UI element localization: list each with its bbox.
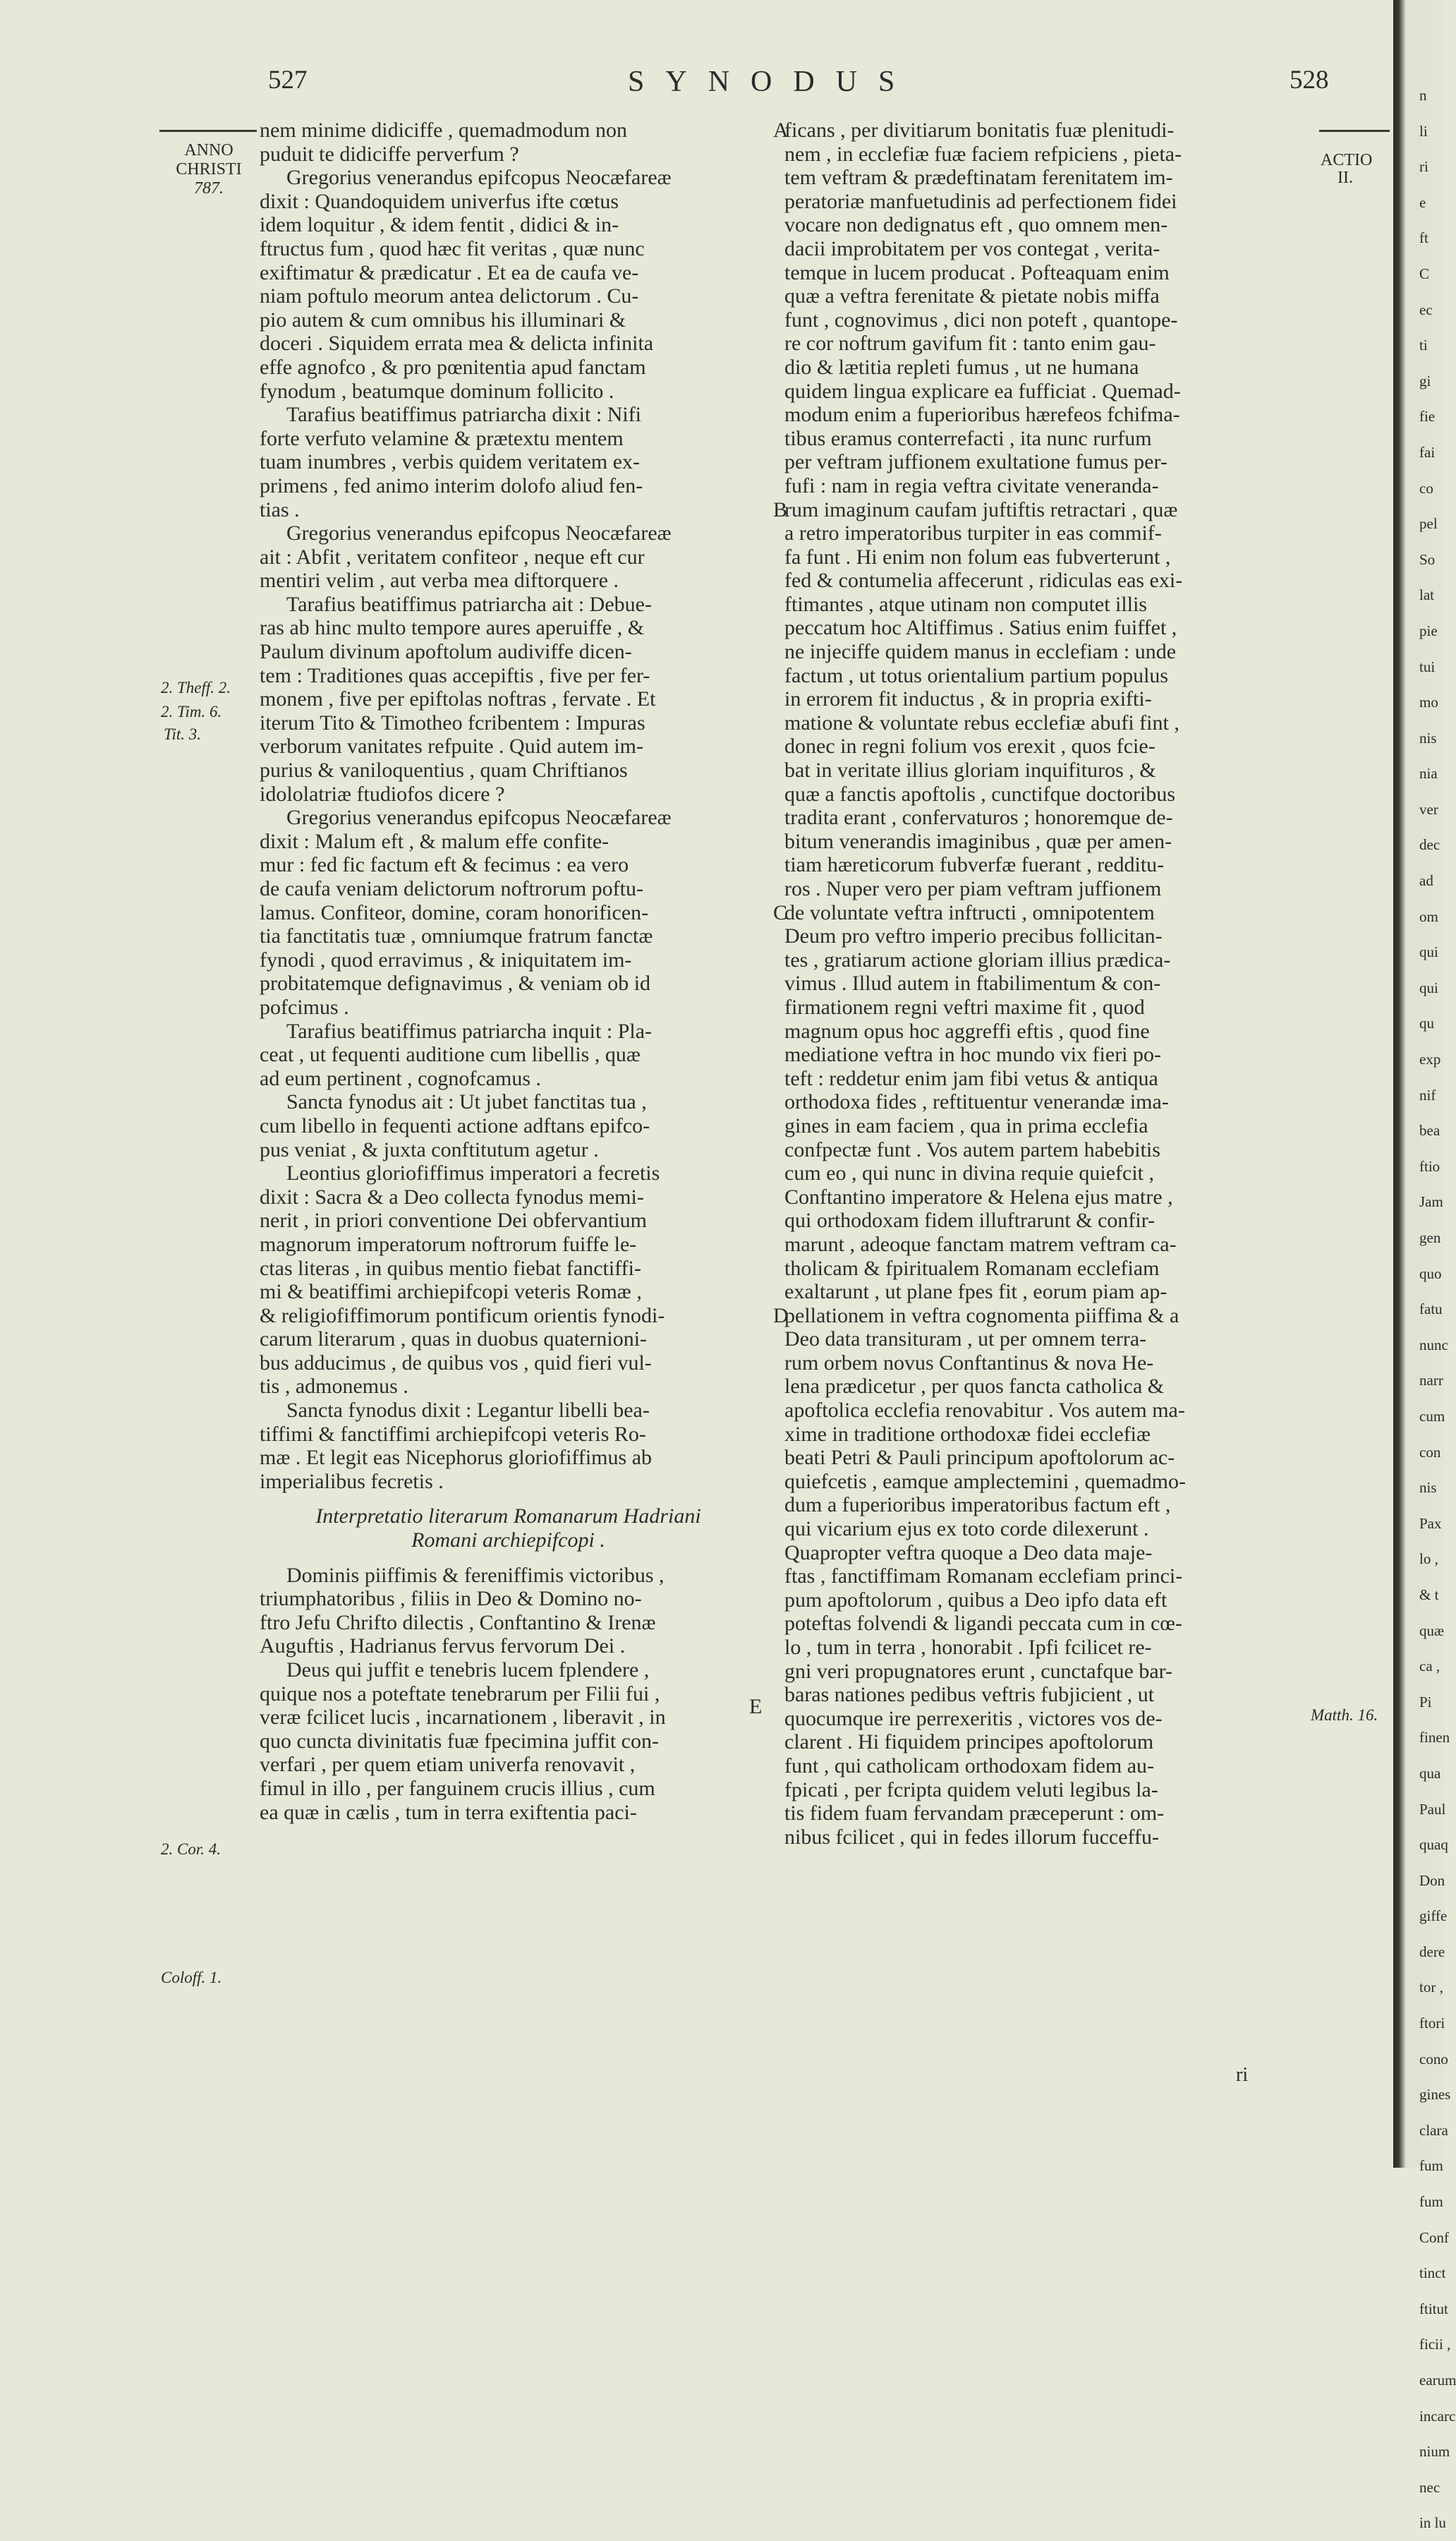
text-line: quo cuncta divinitatis fuæ fpecimina juffit con- <box>260 1729 659 1753</box>
text-line: tuam inumbres , verbis quidem veritatem ex- <box>260 450 641 474</box>
edge-fragment: ri <box>1419 158 1428 176</box>
text-line: tiam hæreticorum fubverfæ fuerant , redditu- <box>784 853 1165 877</box>
text-line: fynodum , beatumque dominum follicito . <box>260 379 614 403</box>
text-line: tradita erant , confervaturos ; honoremque de- <box>784 806 1173 830</box>
text-line: confpectæ funt . Vos autem partem habebitis <box>784 1137 1160 1161</box>
text-line: puduit te didiciffe perverfum ? <box>260 142 519 166</box>
edge-fragment: mo <box>1419 694 1438 711</box>
edge-fragment: ficii , <box>1419 2336 1451 2353</box>
text-line: ficans , per divitiarum bonitatis fuæ plenitudi- <box>784 119 1175 142</box>
text-line: peccatum hoc Altiffimus . Satius enim fuiffet , <box>784 616 1177 640</box>
edge-fragment: nium <box>1419 2443 1450 2461</box>
text-line: nem , in ecclefiæ fuæ faciem refpiciens , pieta- <box>784 142 1182 166</box>
margin-note: 2. Tim. 6. <box>161 703 222 720</box>
text-line: monem , five per epiftolas noftras , fervate . Et <box>260 687 656 711</box>
edge-fragment: cono <box>1419 2050 1448 2068</box>
actio-marker: ACTIO II. <box>1321 151 1373 187</box>
text-line: imperialibus fecretis . <box>260 1469 444 1493</box>
edge-fragment: clara <box>1419 2121 1448 2139</box>
text-line: effe agnofco , & pro pœnitentia apud fanctam <box>260 355 646 379</box>
text-line: dum a fuperioribus imperatoribus factum eft , <box>784 1493 1171 1517</box>
edge-fragment: ver <box>1419 800 1438 818</box>
edge-fragment: ftitut <box>1419 2300 1448 2317</box>
text-line: lena prædicetur , per quos fancta catholica & <box>784 1375 1165 1399</box>
edge-fragment: Pax <box>1419 1514 1442 1532</box>
text-line: mur : fed fic factum eft & fecimus : ea vero <box>260 853 629 877</box>
text-line: ftructus fum , quod hæc fit veritas , quæ nunc <box>260 236 645 260</box>
text-line: pellationem in veftra cognomenta piiffima & a <box>784 1303 1179 1327</box>
text-line: bitum venerandis imaginibus , quæ per amen- <box>784 829 1172 853</box>
text-line: verborum vanitates refpuite . Quid autem im- <box>260 735 643 759</box>
edge-fragment: nif <box>1419 1086 1436 1104</box>
edge-fragment: e <box>1419 193 1426 211</box>
text-line: magnum opus hoc aggreffi eftis , quod fine <box>784 1019 1150 1043</box>
edge-fragment: ad <box>1419 872 1433 890</box>
text-line: fimul in illo , per fanguinem crucis illius , cum <box>260 1776 655 1800</box>
edge-fragment: nia <box>1419 765 1438 783</box>
edge-fragment: nis <box>1419 729 1437 747</box>
text-line: fufi : nam in regia veftra civitate veneranda- <box>784 473 1159 497</box>
text-line: de caufa veniam delictorum noftrorum poftu- <box>260 877 643 900</box>
text-line: Dominis piiffimis & fereniffimis victoribus , <box>286 1563 665 1587</box>
text-line: bat in veritate illius gloriam inquifituros , & <box>784 759 1156 783</box>
text-line: idololatriæ ftudiofos dicere ? <box>260 782 505 806</box>
text-line: in errorem fit inductus , & in propria exifti- <box>784 687 1152 711</box>
edge-fragment: tor , <box>1419 1979 1443 1996</box>
text-line: orthodoxa fides , reftituentur venerandæ ima- <box>784 1090 1169 1114</box>
right-text-column <box>784 119 1303 1849</box>
section-letter: D <box>773 1304 789 1327</box>
edge-fragment: con <box>1419 1443 1441 1461</box>
edge-fragment: Jam <box>1419 1193 1443 1211</box>
text-line: probitatemque defignavimus , & veniam ob id <box>260 972 651 996</box>
edge-fragment: lat <box>1419 586 1434 604</box>
text-line: Tarafius beatiffimus patriarcha dixit : Nifi <box>286 403 642 427</box>
text-line: Paulum divinum apoftolum audiviffe dicen- <box>260 640 632 664</box>
text-line: a retro imperatoribus turpiter in eas commif- <box>784 521 1162 545</box>
left-text-column <box>260 119 757 1824</box>
paragraph-gap <box>260 1493 757 1504</box>
edge-fragment: Paul <box>1419 1800 1446 1818</box>
text-line: Deus qui juffit e tenebris lucem fplendere , <box>286 1658 650 1682</box>
text-line: tis fidem fuam fervandam præceperunt : om- <box>784 1801 1165 1825</box>
text-line: dixit : Malum eft , & malum effe confite- <box>260 829 609 853</box>
text-line: niam poftulo meorum antea delictorum . Cu- <box>260 284 639 308</box>
margin-note: Matth. 16. <box>1311 1706 1378 1724</box>
text-line: pus veniat , & juxta conftitutum agetur . <box>260 1137 599 1161</box>
text-line: exaltarunt , ut plane fpes fit , eorum piam ap- <box>784 1280 1167 1304</box>
text-line: ftro Jefu Chrifto dilectis , Conftantino & Irenæ <box>260 1610 656 1634</box>
edge-fragment: exp <box>1419 1051 1441 1068</box>
text-line: Leontius gloriofiffimus imperatori a fecretis <box>286 1161 660 1185</box>
text-line: beati Petri & Pauli principum apoftolorum ac- <box>784 1446 1175 1470</box>
text-line: de voluntate veftra inftructi , omnipotentem <box>784 900 1155 924</box>
edge-fragment: quo <box>1419 1265 1442 1282</box>
text-line: fpicati , per fcripta quidem veluti legibus la- <box>784 1778 1158 1801</box>
edge-fragment: om <box>1419 907 1438 925</box>
text-line: tis , admonemus . <box>260 1375 408 1399</box>
text-line: quidem lingua explicare ea fufficiat . Quemad- <box>784 379 1181 403</box>
edge-fragment: dec <box>1419 836 1440 854</box>
text-line: lamus. Confiteor, domine, coram honorificen- <box>260 900 649 924</box>
edge-fragment: qui <box>1419 979 1438 996</box>
text-line: Tarafius beatiffimus patriarcha inquit : Pla- <box>286 1019 653 1043</box>
text-line: Deum pro veftro imperio precibus follicitan- <box>784 924 1163 948</box>
text-line: Sancta fynodus ait : Ut jubet fanctitas tua , <box>286 1090 647 1114</box>
text-line: temque in lucem producat . Pofteaquam enim <box>784 260 1170 284</box>
text-line: tholicam & fpiritualem Romanam ecclefiam <box>784 1256 1160 1280</box>
text-line: Interpretatio literarum Romanarum Hadriani <box>315 1504 701 1528</box>
text-line: qui orthodoxam fidem illuftrarunt & confir- <box>784 1209 1155 1233</box>
edge-fragment: nis <box>1419 1479 1437 1497</box>
text-line: triumphatoribus , filiis in Deo & Domino no- <box>260 1587 642 1611</box>
edge-fragment: gines <box>1419 2086 1451 2104</box>
text-line: idem loquitur , & idem fentit , didici & in- <box>260 213 619 237</box>
text-line: & religiofiffimorum pontificum orientis fynodi- <box>260 1303 665 1327</box>
section-letter: B <box>773 498 788 521</box>
text-line: factum , ut totus orientalium partium populus <box>784 663 1169 687</box>
text-line: peratoriæ manfuetudinis ad perfectionem fidei <box>784 189 1177 213</box>
text-line: quæ a fanctis apoftolis , cunctifque doctoribus <box>784 782 1176 806</box>
text-line: veræ fcilicet lucis , incarnationem , liberavit , in <box>260 1706 666 1730</box>
text-line: vimus . Illud autem in ftabilimentum & con- <box>784 972 1161 996</box>
text-line: nem minime didiciffe , quemadmodum non <box>260 119 628 142</box>
text-line: fed & contumelia affecerunt , ridiculas eas exi- <box>784 569 1183 593</box>
text-line: Romani archiepifcopi . <box>411 1528 605 1552</box>
edge-fragment: quaq <box>1419 1836 1448 1854</box>
text-line: tias . <box>260 497 300 521</box>
margin-note: 2. Cor. 4. <box>161 1840 221 1858</box>
text-line: tes , gratiarum actione gloriam illius prædica- <box>784 948 1171 972</box>
text-line: baras nationes pedibus veftris fubjicient , ut <box>784 1683 1155 1707</box>
text-line: ea quæ in cælis , tum in terra exiftentia paci- <box>260 1800 637 1824</box>
edge-fragment: lo , <box>1419 1550 1438 1568</box>
text-line: mæ . Et legit eas Nicephorus gloriofiffimus ab <box>260 1446 653 1470</box>
text-line: firmationem regni veftri maxime fit , quod <box>784 995 1145 1019</box>
text-line: funt , qui catholicam orthodoxam fidem au- <box>784 1754 1155 1778</box>
text-line: quocumque ire perrexeritis , victores vos de- <box>784 1706 1163 1730</box>
text-line: Auguftis , Hadrianus fervus fervorum Dei . <box>260 1634 626 1658</box>
text-line: Sancta fynodus dixit : Legantur libelli bea- <box>286 1399 650 1423</box>
edge-fragment: gi <box>1419 372 1431 390</box>
text-line: modum enim a fuperioribus hærefeos fchifma- <box>784 403 1180 427</box>
text-line: gines in eam faciem , qua in prima ecclefia <box>784 1113 1148 1137</box>
text-line: dio & lætitia repleti fumus , ut ne humana <box>784 355 1139 379</box>
section-letter: E <box>749 1695 763 1718</box>
year-label: ANNO CHRISTI <box>176 141 242 179</box>
edge-fragment: fie <box>1419 408 1436 425</box>
text-line: dixit : Sacra & a Deo collecta fynodus memi- <box>260 1185 644 1209</box>
text-line: Gregorius venerandus epifcopus Neocæfareæ <box>286 521 672 545</box>
year-marker <box>161 141 257 198</box>
text-line: ras ab hinc multo tempore aures aperuiffe , & <box>260 616 645 640</box>
text-line: purius & vaniloquentius , quam Chriftianos <box>260 759 628 783</box>
edge-fragment: co <box>1419 479 1433 497</box>
text-line: quique nos a poteftate tenebrarum per Filii fui , <box>260 1682 660 1706</box>
text-line: matione & voluntate rebus ecclefiæ abufi fint , <box>784 711 1179 735</box>
next-page-edge-text <box>1419 78 1456 2541</box>
section-letter: C <box>773 901 788 924</box>
text-line: Quapropter veftra quoque a Deo data maje- <box>784 1540 1153 1564</box>
edge-fragment: ec <box>1419 301 1433 318</box>
margin-rule-left <box>159 130 257 132</box>
running-title: SYNODUS <box>628 66 916 98</box>
text-line: donec in regni folium vos erexit , quos fcie- <box>784 735 1155 759</box>
edge-fragment: bea <box>1419 1122 1440 1140</box>
edge-fragment: n <box>1419 87 1427 104</box>
text-line: quæ a veftra ferenitate & pietate nobis miffa <box>784 284 1160 308</box>
edge-fragment: ca , <box>1419 1658 1440 1675</box>
edge-fragment: giffe <box>1419 1907 1448 1925</box>
edge-fragment: qui <box>1419 943 1438 961</box>
edge-fragment: ftori <box>1419 2015 1445 2032</box>
text-line: cum libello in fequenti actione adftans epifco- <box>260 1113 650 1137</box>
edge-fragment: qu <box>1419 1015 1434 1032</box>
edge-fragment: finen <box>1419 1729 1450 1746</box>
edge-fragment: cum <box>1419 1407 1445 1425</box>
text-line: ros . Nuper vero per piam veftram juffionem <box>784 877 1162 900</box>
edge-fragment: quæ <box>1419 1622 1445 1639</box>
text-line: tia fanctitatis tuæ , omniumque fratrum fanctæ <box>260 924 653 948</box>
margin-note: 2. Theff. 2. <box>161 679 231 696</box>
text-line: quiefcetis , eamque amplectemini , quemadmo- <box>784 1469 1186 1493</box>
edge-fragment: ti <box>1419 337 1428 354</box>
edge-fragment: fatu <box>1419 1300 1443 1318</box>
page-number-left: 527 <box>268 66 308 95</box>
text-line: verfari , per quem etiam univerfa renovavit , <box>260 1753 636 1777</box>
text-line: cum eo , qui nunc in divina requie quiefcit , <box>784 1161 1155 1185</box>
text-line: doceri . Siquidem errata mea & delicta infinita <box>260 332 654 356</box>
text-line: primens , fed animo interim dolofo aliud fen- <box>260 473 643 497</box>
text-line: dacii improbitatem per vos contegat , verita- <box>784 236 1160 260</box>
edge-fragment: fum <box>1419 2157 1443 2175</box>
section-letter: A <box>773 119 789 142</box>
text-line: apoftolica ecclefia renovabitur . Vos autem ma- <box>784 1399 1185 1423</box>
page-number-right: 528 <box>1290 66 1329 95</box>
edge-fragment: dere <box>1419 1943 1445 1960</box>
edge-fragment: gen <box>1419 1229 1441 1246</box>
edge-fragment: Conf <box>1419 2228 1449 2246</box>
text-line: Gregorius venerandus epifcopus Neocæfareæ <box>286 806 672 830</box>
text-line: clarent . Hi fiquidem principes apoftolorum <box>784 1730 1154 1754</box>
text-line: rum orbem novus Conftantinus & nova He- <box>784 1351 1154 1375</box>
text-line: forte verfuto velamine & prætextu mentem <box>260 426 624 450</box>
text-line: gni veri propugnatores erunt , cunctafque bar- <box>784 1659 1173 1683</box>
edge-fragment: ft <box>1419 229 1428 247</box>
edge-fragment: Pi <box>1419 1693 1432 1710</box>
text-line: teft : reddetur enim jam fibi vetus & antiqua <box>784 1066 1158 1090</box>
text-line: Deo data transituram , ut per omnem terra- <box>784 1327 1147 1351</box>
edge-fragment: li <box>1419 122 1428 140</box>
edge-fragment: tinct <box>1419 2264 1446 2282</box>
text-line: per veftram juffionem exultatione fumus per- <box>784 450 1167 474</box>
text-line: funt , cognovimus , dici non poteft , quantope- <box>784 308 1178 332</box>
text-line: dixit : Quandoquidem univerfus ifte cœtus <box>260 189 619 213</box>
text-line: ctas literas , in quibus mentio fiebat fanctiffi- <box>260 1256 641 1280</box>
margin-note: Tit. 3. <box>164 725 202 743</box>
text-line: poteftas folvendi & ligandi peccata cum in cœ- <box>784 1612 1182 1636</box>
text-line: pofcimus . <box>260 995 349 1019</box>
text-line: fa funt . Hi enim non folum eas fubverterunt , <box>784 545 1171 569</box>
text-line: tem veftram & prædeftinatam ferenitatem im- <box>784 166 1173 190</box>
text-line: mentiri velim , aut verba mea diftorquere . <box>260 569 619 593</box>
edge-fragment: pel <box>1419 515 1438 533</box>
text-line: mediatione veftra in hoc mundo vix fieri po- <box>784 1043 1162 1067</box>
text-line: mi & beatiffimi archiepifcopi veteris Romæ , <box>260 1280 642 1304</box>
text-line: tiffimi & fanctiffimi archiepifcopi veteris Ro- <box>260 1422 646 1446</box>
text-line: ceat , ut fequenti auditione cum libellis , quæ <box>260 1043 641 1067</box>
text-line: Tarafius beatiffimus patriarcha ait : Debue- <box>286 592 652 616</box>
margin-rule-right <box>1319 130 1390 132</box>
text-line: tem : Traditiones quas accepiftis , five per fer- <box>260 663 650 687</box>
text-line: pio autem & cum omnibus his illuminari & <box>260 308 626 332</box>
catchword: ri <box>1236 2064 1249 2086</box>
text-line: rum imaginum caufam juftiftis retractari , quæ <box>784 497 1178 521</box>
text-line: nerit , in priori conventione Dei obfervantium <box>260 1209 648 1233</box>
text-line: ftimantes , atque utinam non computet illis <box>784 592 1148 616</box>
text-line: vocare non dedignatus eft , quo omnem men- <box>784 213 1168 237</box>
edge-fragment: C <box>1419 265 1430 282</box>
text-line: magnorum imperatorum noftrorum fuiffe le- <box>260 1232 637 1256</box>
edge-fragment: ftio <box>1419 1157 1440 1175</box>
text-line: ad eum pertinent , cognofcamus . <box>260 1066 542 1090</box>
edge-fragment: So <box>1419 550 1436 568</box>
text-line: fynodi , quod erravimus , & iniquitatem im- <box>260 948 632 972</box>
paragraph-gap <box>260 1552 757 1564</box>
edge-fragment: incarc <box>1419 2407 1456 2425</box>
text-line: ftas , fanctiffimam Romanam ecclefiam princi- <box>784 1564 1183 1588</box>
text-line: Gregorius venerandus epifcopus Neocæfareæ <box>286 166 672 190</box>
text-line: ait : Abfit , veritatem confiteor , neque eft cur <box>260 545 645 569</box>
edge-fragment: pie <box>1419 622 1438 639</box>
text-line: Conftantino imperatore & Helena ejus matre , <box>784 1185 1173 1209</box>
edge-fragment: qua <box>1419 1764 1441 1782</box>
edge-fragment: nec <box>1419 2478 1440 2496</box>
edge-fragment: in lu <box>1419 2514 1446 2532</box>
year-value: 787. <box>194 179 224 198</box>
text-line: nibus fcilicet , qui in fedes illorum fucceffu- <box>784 1825 1159 1849</box>
edge-fragment: earum <box>1419 2372 1456 2389</box>
edge-fragment: narr <box>1419 1372 1443 1389</box>
text-line: bus adducimus , de quibus vos , quid fieri vul- <box>260 1351 652 1375</box>
edge-fragment: & t <box>1419 1586 1439 1603</box>
edge-fragment: fum <box>1419 2193 1443 2211</box>
text-line: carum literarum , quas in duobus quaternioni- <box>260 1327 648 1351</box>
edge-fragment: Don <box>1419 1871 1445 1889</box>
text-line: ne injeciffe quidem manus in ecclefiam : unde <box>784 640 1177 664</box>
text-line: tibus eramus conterrefacti , ita nunc rurfum <box>784 426 1152 450</box>
text-line: exiftimatur & prædicatur . Et ea de caufa ve- <box>260 260 639 284</box>
text-line: xime in traditione orthodoxæ fidei ecclefiæ <box>784 1422 1151 1446</box>
edge-fragment: nunc <box>1419 1336 1448 1353</box>
edge-fragment: fai <box>1419 443 1436 461</box>
text-line: iterum Tito & Timotheo fcribentem : Impuras <box>260 711 645 735</box>
text-line: re cor noftrum gavifum fit : tanto enim gau- <box>784 332 1156 356</box>
text-line: marunt , adeoque fanctam matrem veftram ca- <box>784 1232 1177 1256</box>
text-line: pum apoftolorum , quibus a Deo ipfo data eft <box>784 1588 1167 1612</box>
text-line: qui vicarium ejus ex toto corde dilexerunt . <box>784 1517 1149 1541</box>
margin-note: Coloff. 1. <box>161 1969 222 1986</box>
edge-fragment: tui <box>1419 658 1436 675</box>
text-line: lo , tum in terra , honorabit . Ipfi fcilicet re- <box>784 1636 1152 1659</box>
